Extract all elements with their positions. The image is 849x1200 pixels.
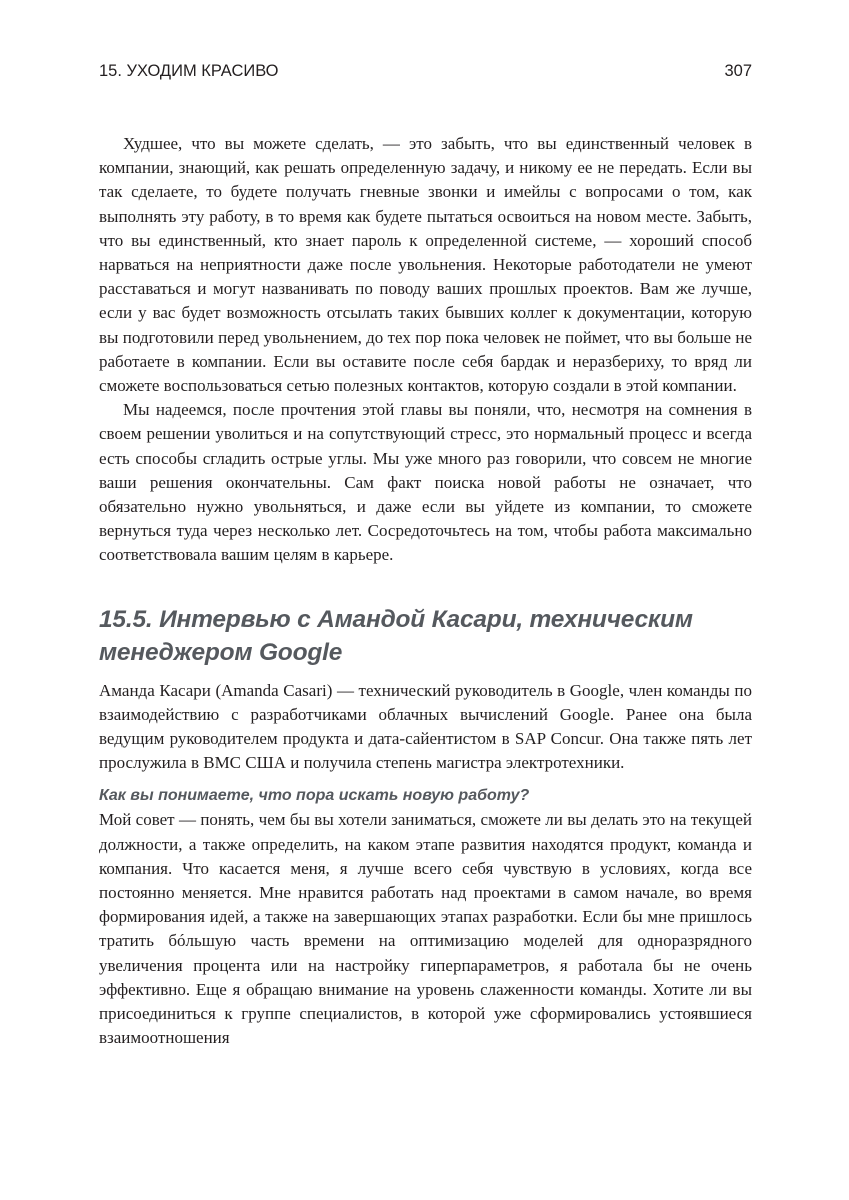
paragraph-2: Мы надеемся, после прочтения этой главы вы поняли, что, несмотря на сомнения в своем решении уволиться и на сопутствующий стресс, это нормальный процесс и всегда есть способы сгладить острые углы. Мы уже много раз говорили, что совсем не многие ваши решения окончательны. Сам факт поиска новой работы не означает, что обязательно нужно увольняться, и даже если вы уйдете из компании, то сможете вернуться туда через несколько лет. Сосредоточьтесь на том, чтобы работа максимально соответствовала вашим целям в карьере. bbox=[99, 400, 752, 565]
chapter-title: 15. УХОДИМ КРАСИВО bbox=[99, 62, 279, 80]
interview-answer: Мой совет — понять, чем бы вы хотели заниматься, сможете ли вы делать это на текущей должности, а также определить, на каком этапе развития находятся продукт, команда и компания. Что касается меня, я лучше всего себя чувствую в условиях, когда все постоянно меняется. Мне нравится работать над проектами в самом начале, во время формирования идей, а также на завершающих этапах разработки. Если бы мне пришлось тратить бóльшую часть времени на оптимизацию моделей для одноразрядного увеличения процента или на настройку гиперпараметров, я работала бы не очень эффективно. Еще я обращаю внимание на уровень слаженности команды. Хотите ли вы присоединиться к группе специалистов, в которой уже сформировались устоявшиеся взаимоотношения bbox=[99, 810, 752, 1048]
section-intro: Аманда Касари (Amanda Casari) — технический руководитель в Google, член команды по взаимодействию с разработчиками облачных вычислений Google. Ранее она была ведущим руководителем продукта и дата-сайентистом в SAP Concur. Она также пять лет прослужила в ВМС США и получила степень магистра электротехники. bbox=[99, 680, 752, 773]
running-header bbox=[99, 62, 752, 88]
section-heading: 15.5. Интервью с Амандой Касари, техническим менеджером Google bbox=[99, 605, 693, 666]
book-page bbox=[99, 62, 752, 1051]
paragraph-1: Худшее, что вы можете сделать, — это забыть, что вы единственный человек в компании, знающий, как решать определенную задачу, и никому ее не передать. Если вы так сделаете, то будете получать гневные звонки и имейлы с вопросами о том, как выполнять эту работу, в то время как будете пытаться освоиться на новом месте. Забыть, что вы единственный, кто знает пароль к определенной системе, — хороший способ нарваться на неприятности даже после увольнения. Некоторые работодатели не умеют расставаться и могут названивать по поводу ваших прошлых проектов. Вам же лучше, если у вас будет возможность отсылать таких бывших коллег к документации, которую вы подготовили перед увольнением, до тех пор пока человек не поймет, что вы больше не работаете в компании. Если вы оставите после себя бардак и неразбериху, то вряд ли сможете воспользоваться сетью полезных контактов, которую создали в этой компании. bbox=[99, 134, 752, 396]
page-number: 307 bbox=[724, 62, 752, 80]
interview-question: Как вы понимаете, что пора искать новую работу? bbox=[99, 787, 530, 805]
